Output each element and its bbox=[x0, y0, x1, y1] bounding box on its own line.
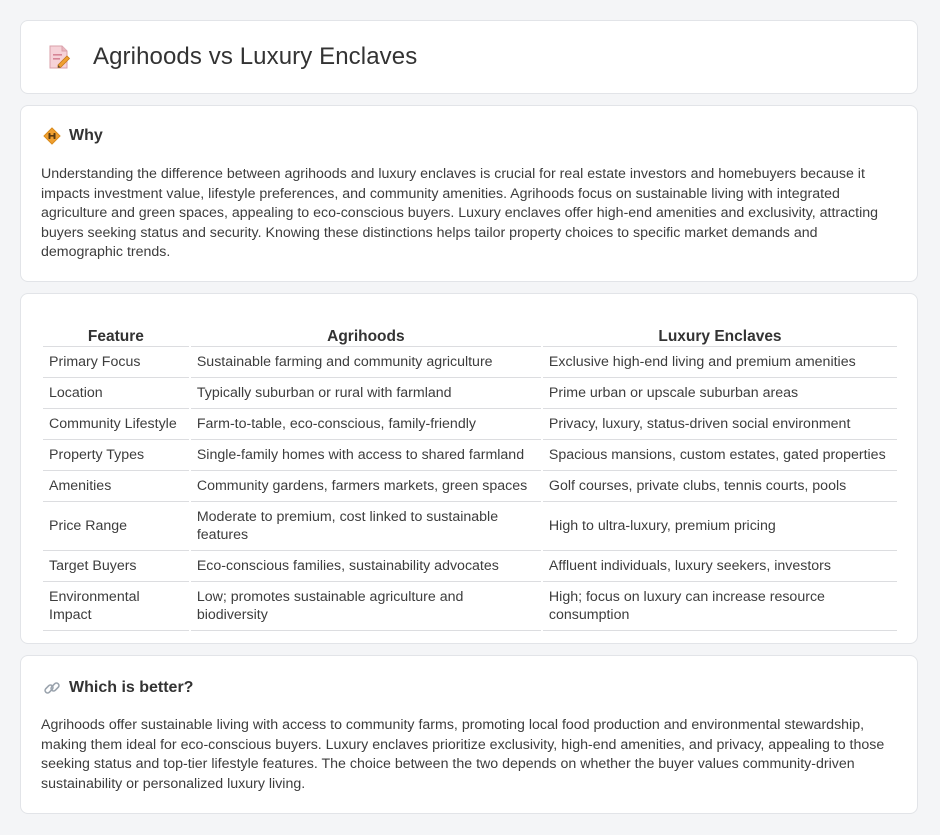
feature-cell: Community Lifestyle bbox=[43, 409, 189, 440]
diamond-warning-icon bbox=[43, 127, 61, 145]
table-row bbox=[43, 440, 897, 471]
agrihoods-cell: Low; promotes sustainable agriculture and biodiversity bbox=[191, 582, 541, 631]
agrihoods-cell: Single-family homes with access to shared farmland bbox=[191, 440, 541, 471]
table-row bbox=[43, 582, 897, 631]
agrihoods-cell: Moderate to premium, cost linked to sustainable features bbox=[191, 502, 541, 551]
table-row bbox=[43, 378, 897, 409]
luxury-cell: Affluent individuals, luxury seekers, investors bbox=[543, 551, 897, 582]
title-card bbox=[20, 20, 918, 94]
feature-cell: Primary Focus bbox=[43, 347, 189, 378]
luxury-cell: Spacious mansions, custom estates, gated properties bbox=[543, 440, 897, 471]
table-row bbox=[43, 551, 897, 582]
feature-cell: Location bbox=[43, 378, 189, 409]
luxury-cell: Prime urban or upscale suburban areas bbox=[543, 378, 897, 409]
table-row bbox=[43, 502, 897, 551]
comparison-table bbox=[41, 314, 899, 631]
page-title: Agrihoods vs Luxury Enclaves bbox=[93, 43, 418, 70]
table-row bbox=[43, 409, 897, 440]
feature-cell: Property Types bbox=[43, 440, 189, 471]
link-icon bbox=[43, 679, 61, 697]
which-is-better-card bbox=[20, 655, 918, 814]
header-feature: Feature bbox=[43, 314, 189, 347]
why-card bbox=[20, 105, 918, 282]
feature-cell: Environmental Impact bbox=[43, 582, 189, 631]
title-row bbox=[47, 43, 417, 71]
feature-cell: Amenities bbox=[43, 471, 189, 502]
better-header bbox=[43, 679, 193, 697]
why-heading: Why bbox=[69, 127, 103, 144]
agrihoods-cell: Eco-conscious families, sustainability advocates bbox=[191, 551, 541, 582]
luxury-cell: Privacy, luxury, status-driven social environment bbox=[543, 409, 897, 440]
luxury-cell: Exclusive high-end living and premium amenities bbox=[543, 347, 897, 378]
why-header bbox=[43, 127, 103, 145]
luxury-cell: Golf courses, private clubs, tennis courts, pools bbox=[543, 471, 897, 502]
luxury-cell: High; focus on luxury can increase resource consumption bbox=[543, 582, 897, 631]
document-edit-icon bbox=[47, 44, 71, 70]
table-row bbox=[43, 471, 897, 502]
luxury-cell: High to ultra-luxury, premium pricing bbox=[543, 502, 897, 551]
better-text: Agrihoods offer sustainable living with access to community farms, promoting local food production and environmental stewardship, making them ideal for eco-conscious buyers. Luxury enclaves prioritize exclusivity, high-end amenities, and privacy, appealing to those seeking status and top-tier lifestyle features. The choice between the two depends on whether the buyer values community-driven sustainability or personalized luxury living. bbox=[41, 717, 885, 792]
feature-cell: Target Buyers bbox=[43, 551, 189, 582]
table-row bbox=[43, 347, 897, 378]
agrihoods-cell: Farm-to-table, eco-conscious, family-friendly bbox=[191, 409, 541, 440]
header-luxury-enclaves: Luxury Enclaves bbox=[543, 314, 897, 347]
better-heading: Which is better? bbox=[69, 679, 194, 696]
feature-cell: Price Range bbox=[43, 502, 189, 551]
why-text: Understanding the difference between agrihoods and luxury enclaves is crucial for real estate investors and homebuyers because it impacts investment value, lifestyle preferences, and community amenities. Agrihoods focus on sustainable living with integrated agriculture and green spaces, appealing to eco-conscious buyers. Luxury enclaves offer high-end amenities and exclusivity, attracting buyers seeking status and security. Knowing these distinctions helps tailor property choices to specific market demands and demographic trends. bbox=[41, 166, 879, 261]
agrihoods-cell: Typically suburban or rural with farmland bbox=[191, 378, 541, 409]
agrihoods-cell: Sustainable farming and community agriculture bbox=[191, 347, 541, 378]
comparison-table-card bbox=[20, 293, 918, 644]
header-agrihoods: Agrihoods bbox=[191, 314, 541, 347]
table-header-row bbox=[43, 314, 897, 347]
agrihoods-cell: Community gardens, farmers markets, green spaces bbox=[191, 471, 541, 502]
